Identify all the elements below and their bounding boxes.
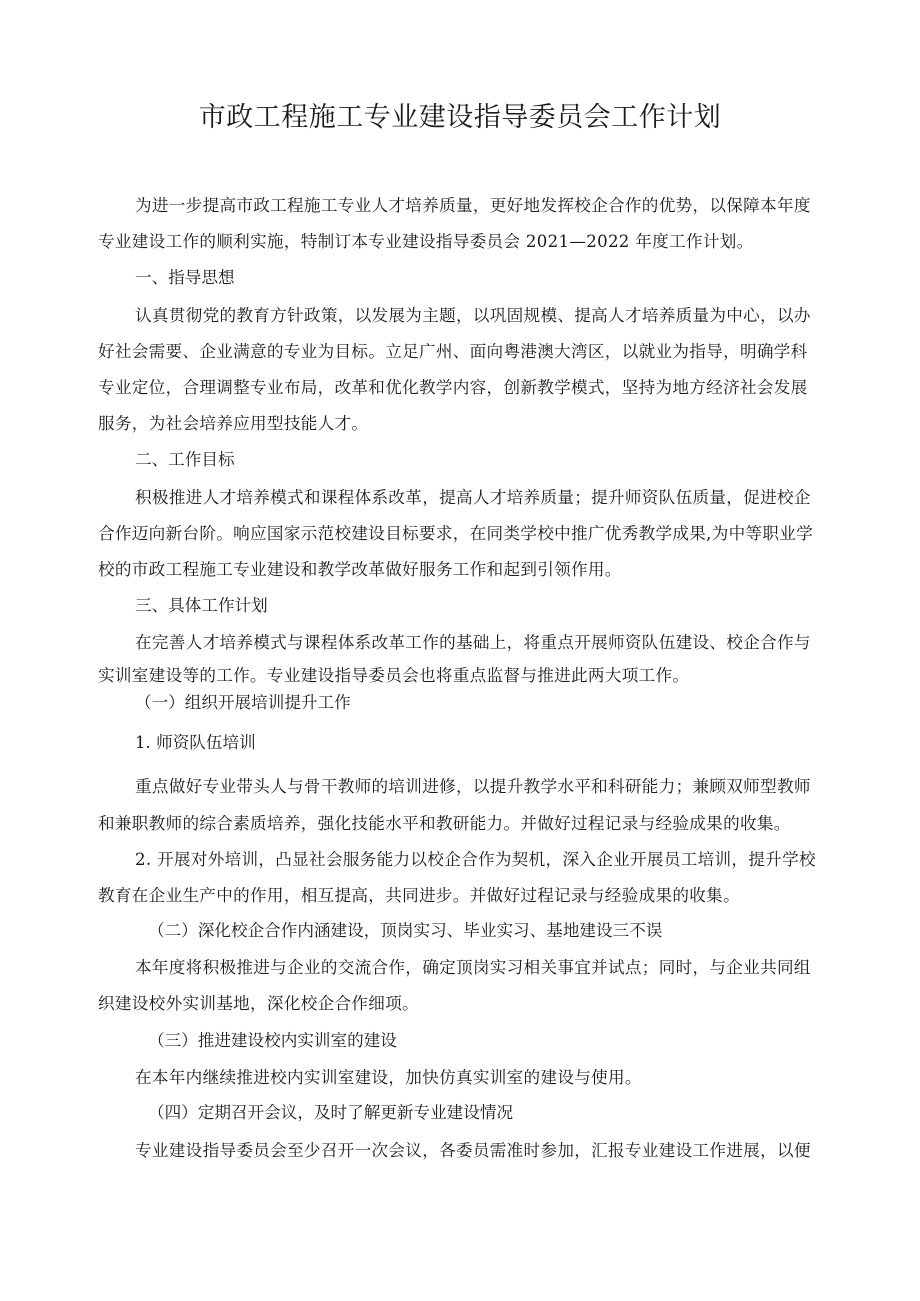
subsection-3-line-1: 在本年内继续推进校内实训室建设，加快仿真实训室的建设与使用。 [135,1068,642,1087]
subsection-1-heading: （一）组织开展培训提升工作 [135,693,351,712]
item-1-line-1: 重点做好专业带头人与骨干教师的培训进修，以提升教学水平和科研能力；兼顾双师型教师 [135,777,811,796]
section-1-line-4: 服务，为社会培养应用型技能人才。 [98,414,369,433]
section-1-line-3: 专业定位，合理调整专业布局，改革和优化教学内容，创新教学模式，坚持为地方经济社会发展 [98,378,808,397]
subsection-4-heading: （四）定期召开会议，及时了解更新专业建设情况 [148,1103,514,1122]
item-2-line-1: 2. 开展对外培训，凸显社会服务能力以校企合作为契机，深入企业开展员工培训，提升学校 [135,850,816,869]
section-3-heading: 三、具体工作计划 [135,596,268,615]
section-1-heading: 一、指导思想 [135,268,235,287]
subsection-3-heading: （三）推进建设校内实训室的建设 [148,1031,397,1050]
subsection-2-line-2: 织建设校外实训基地，深化校企合作细项。 [98,994,419,1013]
section-1-line-1: 认真贯彻党的教育方针政策，以发展为主题，以巩固规模、提高人才培养质量为中心，以办 [135,306,811,325]
intro-line-2: 专业建设工作的顺利实施，特制订本专业建设指导委员会 2021—2022 年度工作计划。 [98,232,754,251]
item-1-heading: 1. 师资队伍培训 [135,733,256,752]
section-1-line-2: 好社会需要、企业满意的专业为目标。立足广州、面向粤港澳大湾区，以就业为指导，明确学科 [98,342,808,361]
section-3-line-2: 实训室建设等的工作。专业建设指导委员会也将重点监督与推进此两大项工作。 [98,666,690,685]
document-title: 市政工程施工专业建设指导委员会工作计划 [198,102,722,133]
subsection-4-line-1: 专业建设指导委员会至少召开一次会议，各委员需准时参加，汇报专业建设工作进展，以便 [135,1141,811,1160]
section-3-line-1: 在完善人才培养模式与课程体系改革工作的基础上，将重点开展师资队伍建设、校企合作与 [135,633,811,652]
section-2-line-3: 校的市政工程施工专业建设和教学改革做好服务工作和起到引领作用。 [98,560,622,579]
intro-line-1: 为进一步提高市政工程施工专业人才培养质量，更好地发挥校企合作的优势，以保障本年度 [135,196,811,215]
section-2-line-2: 合作迈向新台阶。响应国家示范校建设目标要求，在同类学校中推广优秀教学成果,为中等职业学 [98,524,814,543]
subsection-2-line-1: 本年度将积极推进与企业的交流合作，确定顶岗实习相关事宜并试点；同时，与企业共同组 [135,958,811,977]
section-2-heading: 二、工作目标 [135,450,235,469]
subsection-2-heading: （二）深化校企合作内涵建设，顶岗实习、毕业实习、基地建设三不误 [148,921,663,940]
section-2-line-1: 积极推进人才培养模式和课程体系改革，提高人才培养质量；提升师资队伍质量，促进校企 [135,488,811,507]
item-2-line-2: 教育在企业生产中的作用，相互提高，共同进步。并做好过程记录与经验成果的收集。 [98,886,740,905]
item-1-line-2: 和兼职教师的综合素质培养，强化技能水平和教研能力。并做好过程记录与经验成果的收集。 [98,814,791,833]
